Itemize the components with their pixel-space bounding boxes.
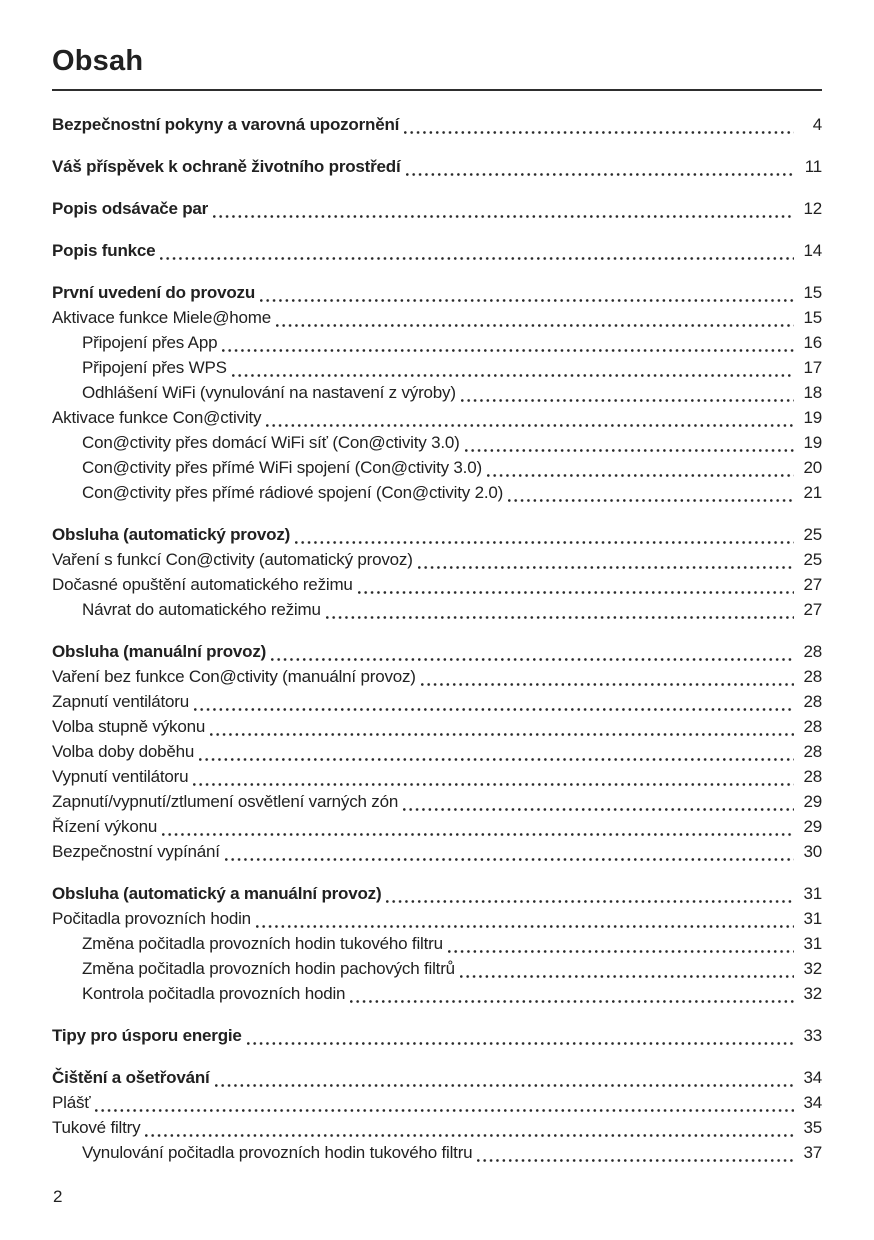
toc-entry-page: 29 [803,792,822,811]
toc-entry-page: 34 [803,1068,822,1087]
dot-leader [225,858,794,861]
dot-leader [260,299,794,302]
toc-entry [52,739,822,764]
toc-entry [52,1023,822,1048]
toc-entry-label: Změna počitadla provozních hodin pachových filtrů [82,959,455,978]
toc-entry-label: Počitadla provozních hodin [52,909,251,928]
toc-entry-label: Aktivace funkce Miele@home [52,308,271,327]
toc-entry-page: 15 [803,283,822,302]
toc-entry-page: 19 [803,408,822,427]
dot-leader [295,541,794,544]
dot-leader [215,1084,794,1087]
toc-entry [52,196,822,221]
toc-entry-label: Bezpečnostní vypínání [52,842,220,861]
toc-entry [52,789,822,814]
toc-entry [52,305,822,330]
toc-entry-page: 25 [803,525,822,544]
toc-entry-page: 27 [803,575,822,594]
dot-leader [358,591,794,594]
toc-entry [52,931,822,956]
toc-entry-page: 27 [803,600,822,619]
toc-entry [52,522,822,547]
toc-entry [52,881,822,906]
dot-leader [210,733,794,736]
toc-entry-page: 28 [803,667,822,686]
toc-entry [52,1140,822,1165]
toc-entry-label: Řízení výkonu [52,817,158,836]
dot-leader [213,215,794,218]
dot-leader [256,925,794,928]
toc-entry-page: 31 [803,884,822,903]
dot-leader [460,975,794,978]
toc-group [52,639,822,864]
dot-leader [465,449,794,452]
dot-leader [386,900,794,903]
toc-entry-label: Dočasné opuštění automatického režimu [52,575,353,594]
toc-group [52,881,822,1006]
toc-entry [52,380,822,405]
toc-entry-label: Volba stupně výkonu [52,717,206,736]
dot-leader [406,173,794,176]
toc-entry-label: Vaření bez funkce Con@ctivity (manuální provoz) [52,667,416,686]
toc-group [52,1023,822,1048]
toc-entry-label: Obsluha (automatický provoz) [52,525,291,544]
toc-entry-page: 31 [803,934,822,953]
toc-entry-page: 28 [803,692,822,711]
page-title: Obsah [52,45,144,77]
dot-leader [487,474,794,477]
toc-entry-label: Zapnutí ventilátoru [52,692,190,711]
dot-leader [160,257,794,260]
toc-entry [52,1115,822,1140]
toc-entry [52,664,822,689]
toc-entry-label: Aktivace funkce Con@ctivity [52,408,262,427]
dot-leader [194,708,794,711]
toc-entry [52,689,822,714]
toc-entry [52,455,822,480]
dot-leader [199,758,794,761]
toc-entry [52,764,822,789]
toc-entry-page: 34 [803,1093,822,1112]
dot-leader [193,783,794,786]
toc-entry-label: Připojení přes App [82,333,218,352]
toc-entry-label: Vypnutí ventilátoru [52,767,189,786]
toc-entry-page: 28 [803,742,822,761]
toc-entry-page: 25 [803,550,822,569]
dot-leader [162,833,794,836]
dot-leader [266,424,794,427]
dot-leader [326,616,794,619]
toc-entry-page: 21 [803,483,822,502]
toc-group [52,1065,822,1165]
toc-entry-page: 29 [803,817,822,836]
dot-leader [95,1109,794,1112]
toc-entry-page: 16 [803,333,822,352]
dot-leader [403,808,794,811]
dot-leader [271,658,794,661]
toc-entry-label: Bezpečnostní pokyny a varovná upozornění [52,115,400,134]
dot-leader [145,1134,794,1137]
toc-entry-page: 4 [812,115,822,134]
toc-entry [52,1065,822,1090]
table-of-contents [52,112,822,1165]
toc-entry [52,572,822,597]
toc-entry [52,480,822,505]
dot-leader [404,131,794,134]
toc-entry [52,280,822,305]
toc-entry-page: 28 [803,717,822,736]
dot-leader [232,374,794,377]
toc-entry-page: 20 [803,458,822,477]
toc-entry-label: Váš příspěvek k ochraně životního prostředí [52,157,401,176]
toc-entry-page: 18 [803,383,822,402]
toc-entry-label: Změna počitadla provozních hodin tukového filtru [82,934,443,953]
toc-entry-label: Odhlášení WiFi (vynulování na nastavení z výroby) [82,383,456,402]
toc-entry-label: Vaření s funkcí Con@ctivity (automatický provoz) [52,550,413,569]
toc-entry-label: Návrat do automatického režimu [82,600,321,619]
toc-entry-label: Plášť [52,1093,91,1112]
toc-entry-label: První uvedení do provozu [52,283,256,302]
toc-group [52,238,822,263]
toc-entry-label: Tukové filtry [52,1118,141,1137]
dot-leader [448,950,794,953]
dot-leader [247,1042,794,1045]
title-rule [52,89,822,91]
toc-entry [52,405,822,430]
toc-entry-page: 35 [803,1118,822,1137]
toc-entry-page: 28 [803,642,822,661]
dot-leader [350,1000,794,1003]
toc-entry-label: Con@ctivity přes přímé WiFi spojení (Con@ctivity 3.0) [82,458,482,477]
toc-entry-page: 33 [803,1026,822,1045]
toc-entry-page: 11 [804,157,822,176]
toc-entry [52,714,822,739]
dot-leader [421,683,794,686]
toc-entry-label: Con@ctivity přes přímé rádiové spojení (Con@ctivity 2.0) [82,483,504,502]
toc-entry-page: 17 [803,358,822,377]
toc-entry [52,906,822,931]
toc-entry [52,430,822,455]
toc-entry [52,839,822,864]
toc-group [52,280,822,505]
toc-group [52,112,822,137]
toc-entry-page: 12 [803,199,822,218]
toc-entry-label: Připojení přes WPS [82,358,227,377]
toc-entry-page: 31 [803,909,822,928]
toc-entry [52,814,822,839]
toc-entry [52,547,822,572]
toc-entry-label: Con@ctivity přes domácí WiFi síť (Con@ctivity 3.0) [82,433,460,452]
toc-entry-page: 32 [803,959,822,978]
toc-entry-page: 28 [803,767,822,786]
toc-entry-page: 19 [803,433,822,452]
toc-entry-page: 32 [803,984,822,1003]
dot-leader [508,499,794,502]
toc-entry-page: 37 [803,1143,822,1162]
toc-entry [52,639,822,664]
dot-leader [276,324,794,327]
toc-entry-label: Vynulování počitadla provozních hodin tukového filtru [82,1143,473,1162]
footer-page-number: 2 [53,1187,63,1206]
toc-entry [52,1090,822,1115]
toc-entry [52,154,822,179]
toc-entry [52,597,822,622]
dot-leader [461,399,794,402]
toc-entry-page: 30 [803,842,822,861]
toc-entry [52,330,822,355]
toc-group [52,522,822,622]
toc-group [52,196,822,221]
dot-leader [222,349,794,352]
toc-entry-label: Volba doby doběhu [52,742,195,761]
toc-entry-page: 14 [803,241,822,260]
toc-group [52,154,822,179]
toc-entry [52,355,822,380]
dot-leader [418,566,794,569]
toc-entry-label: Popis funkce [52,241,156,260]
toc-entry-label: Zapnutí/vypnutí/ztlumení osvětlení varných zón [52,792,399,811]
toc-entry-label: Čištění a ošetřování [52,1068,210,1087]
toc-entry-label: Popis odsávače par [52,199,209,218]
toc-entry-label: Obsluha (automatický a manuální provoz) [52,884,382,903]
toc-entry-label: Obsluha (manuální provoz) [52,642,267,661]
toc-entry [52,981,822,1006]
toc-entry-label: Tipy pro úsporu energie [52,1026,242,1045]
toc-entry-label: Kontrola počitadla provozních hodin [82,984,346,1003]
dot-leader [477,1159,794,1162]
toc-entry [52,238,822,263]
toc-entry [52,956,822,981]
toc-entry-page: 15 [803,308,822,327]
toc-entry [52,112,822,137]
